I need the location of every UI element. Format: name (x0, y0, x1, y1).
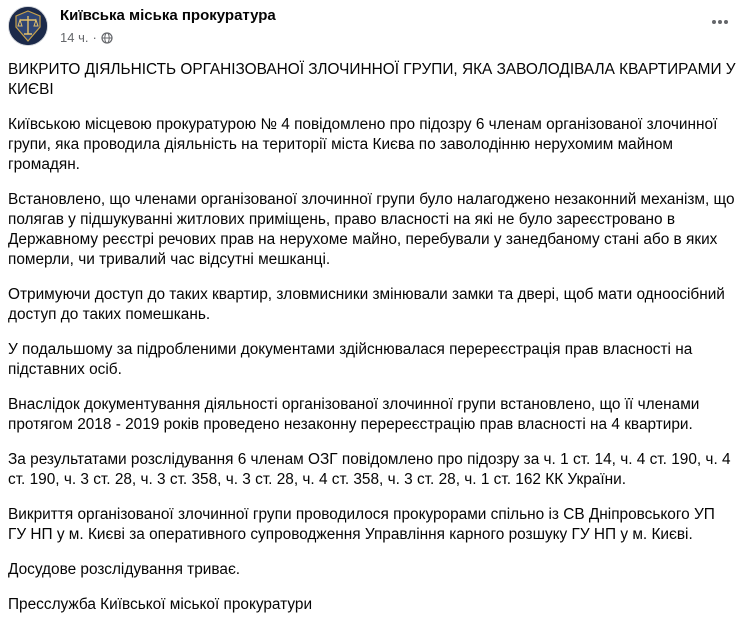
post-paragraph: Київською місцевою прокуратурою № 4 повідомлено про підозру 6 членам організованої злочинної групи, яка проводила діяльність на території міста Києва по заволодінню нерухомим майном громадян. (8, 116, 718, 173)
meta-separator: · (92, 30, 97, 45)
post-paragraph: Отримуючи доступ до таких квартир, зловмисники змінювали замки та двері, щоб мати одноосібний доступ до таких помешкань. (8, 286, 725, 323)
post-signature: Пресслужба Київської міської прокуратури (8, 596, 313, 613)
post-headline: ВИКРИТО ДІЯЛЬНІСТЬ ОРГАНІЗОВАНОЇ ЗЛОЧИННОЇ ГРУПИ, ЯКА ЗАВОЛОДІВАЛА КВАРТИРАМИ У КИЄВІ (8, 61, 736, 98)
globe-icon[interactable] (101, 32, 113, 44)
post-paragraph: У подальшому за підробленими документами здійснювалася перереєстрація прав власності на підставних осіб. (8, 341, 693, 378)
post-paragraph: Встановлено, що членами організованої злочинної групи було налагоджено незаконний механізм, що полягав у підшукуванні житлових приміщень, право власності на які не було зареєстровано в Державному реєстрі речових прав на нерухоме майно, перебували у занедбаному стані або в яких померли, чи тривалий час відсутні мешканці. (8, 191, 735, 268)
post-paragraph: Досудове розслідування триває. (8, 561, 241, 578)
post-paragraph: Внаслідок документування діяльності організованої злочинної групи встановлено, що її членами протягом 2018 - 2019 років проведено незаконну перереєстрацію прав власності на 4 квартири. (8, 396, 700, 433)
post-time-link[interactable]: 14 ч. (60, 30, 89, 45)
post-body (8, 60, 736, 630)
more-options-button[interactable] (708, 12, 732, 32)
scales-emblem-icon (9, 7, 47, 45)
more-horizontal-icon (711, 19, 729, 25)
post-header (8, 4, 732, 48)
post-meta (60, 30, 113, 45)
post-paragraph: Викриття організованої злочинної групи проводилося прокурорами спільно із СВ Дніпровського УП ГУ НП у м. Києві за оперативного супроводження Управління карного розшуку ГУ НП у м. Києві. (8, 506, 715, 543)
page-avatar[interactable] (8, 6, 48, 46)
post-paragraph: За результатами розслідування 6 членам ОЗГ повідомлено про підозру за ч. 1 ст. 14, ч. 4 ст. 190, ч. 4 ст. 190, ч. 3 ст. 28, ч. 3 ст. 358, ч. 3 ст. 28, ч. 4 ст. 358, ч. 3 ст. 28, ч. 1 ст. 162 КК України. (8, 451, 731, 488)
page-name-link[interactable]: Київська міська прокуратура (60, 7, 276, 24)
